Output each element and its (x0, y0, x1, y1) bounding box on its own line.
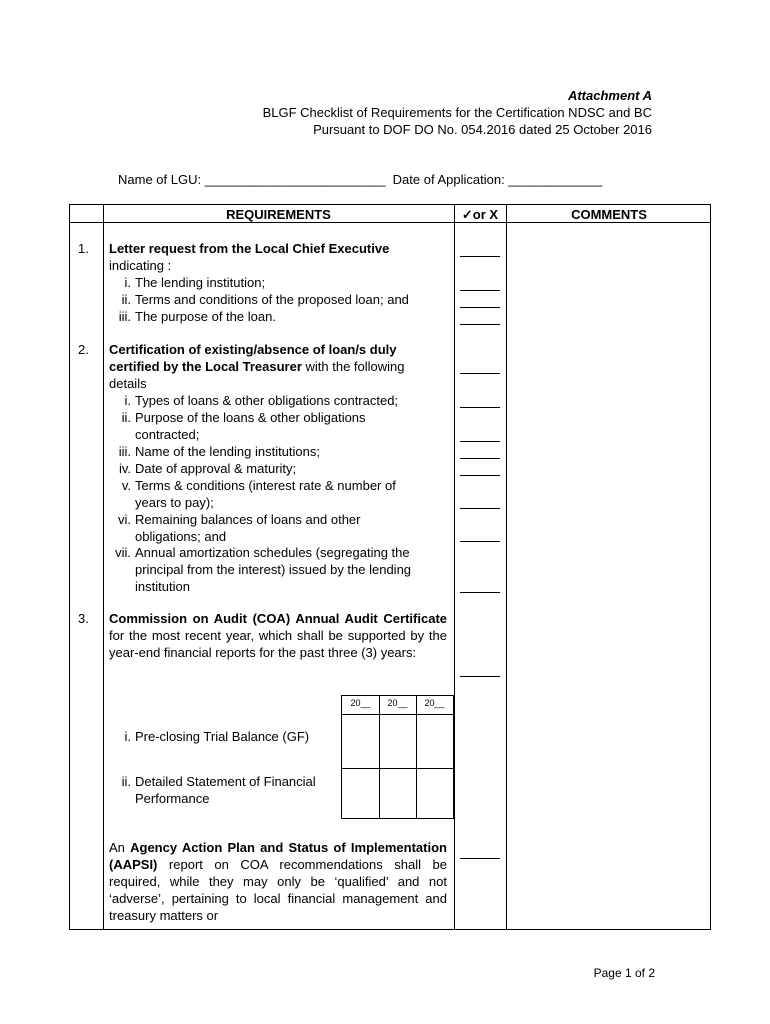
sub-number: iii. (118, 309, 131, 324)
check-blank[interactable] (460, 858, 500, 859)
sub-text: Pre-closing Trial Balance (GF) (135, 729, 310, 744)
document-header (263, 87, 652, 138)
item-number: 3. (78, 611, 89, 626)
item-text: indicating : (109, 258, 172, 273)
check-blank[interactable] (460, 676, 500, 677)
sub-text: Remaining balances of loans and other (135, 512, 361, 527)
sub-text: Name of the lending institutions; (135, 444, 320, 459)
check-blank[interactable] (460, 441, 500, 442)
sub-number: i. (124, 393, 131, 408)
year-header: 20__ (424, 698, 445, 708)
page-number: Page 1 of 2 (593, 966, 655, 980)
col-requirements-header: REQUIREMENTS (226, 207, 331, 222)
check-blank[interactable] (460, 592, 500, 593)
grid-rule (342, 714, 453, 715)
col-divider (454, 205, 455, 929)
sub-number: ii. (121, 774, 131, 789)
sub-number: iii. (118, 444, 131, 459)
sub-text-cont: obligations; and (135, 529, 227, 544)
sub-number: vii. (115, 545, 131, 560)
lgu-date-line: Name of LGU: _________________________ Date of Application: _____________ (118, 172, 603, 187)
sub-text-cont: Performance (135, 791, 210, 806)
sub-number: ii. (121, 410, 131, 425)
aapsi-lead: An (109, 840, 125, 855)
item-title: Commission on Audit (COA) Annual Audit Certificate (109, 611, 447, 626)
document-subtitle: Pursuant to DOF DO No. 054.2016 dated 25 October 2016 (313, 122, 652, 137)
item-title-line (109, 358, 405, 375)
sub-text-cont: institution (135, 579, 190, 594)
sub-number: ii. (121, 292, 131, 307)
sub-number: vi. (118, 512, 131, 527)
sub-text: Types of loans & other obligations contracted; (135, 393, 399, 408)
year-header: 20__ (350, 698, 371, 708)
sub-text-cont: contracted; (135, 427, 200, 442)
check-blank[interactable] (460, 373, 500, 374)
check-blank[interactable] (460, 508, 500, 509)
item-title-tail: with the following (301, 359, 405, 374)
check-blank[interactable] (460, 407, 500, 408)
item-title-bold: certified by the Local Treasurer (109, 359, 302, 374)
year-header: 20__ (387, 698, 408, 708)
item-paragraph (109, 610, 447, 661)
sub-text: The purpose of the loan. (135, 309, 276, 324)
sub-text: Terms and conditions of the proposed loan; and (135, 292, 409, 307)
col-divider (103, 205, 104, 929)
col-divider (506, 205, 507, 929)
years-grid (341, 695, 454, 819)
check-blank[interactable] (460, 475, 500, 476)
col-check-header: ✓or X (461, 207, 499, 222)
sub-text: Annual amortization schedules (segregating the (135, 545, 410, 560)
check-blank[interactable] (460, 541, 500, 542)
grid-rule (342, 768, 453, 769)
item-number: 1. (78, 241, 89, 256)
sub-text: The lending institution; (135, 275, 266, 290)
sub-number: iv. (118, 461, 131, 476)
sub-number: i. (124, 729, 131, 744)
sub-text: Purpose of the loans & other obligations (135, 410, 366, 425)
check-blank[interactable] (460, 458, 500, 459)
col-comments-header: COMMENTS (571, 207, 647, 222)
item-title: Certification of existing/absence of loan/s duly (109, 342, 397, 357)
sub-text: Date of approval & maturity; (135, 461, 297, 476)
document-title: BLGF Checklist of Requirements for the Certification NDSC and BC (262, 105, 652, 120)
attachment-label: Attachment A (567, 88, 652, 103)
item-title: Letter request from the Local Chief Executive (109, 241, 390, 256)
aapsi-title: Agency Action Plan and Status of Implementation (AAPSI) (109, 840, 447, 872)
sub-text-cont: principal from the interest) issued by the lending (135, 562, 412, 577)
item-number: 2. (78, 342, 89, 357)
aapsi-paragraph (109, 839, 447, 924)
aapsi-body: report on COA recommendations shall be required, while they may only be ‘qualified’ and not ‘adverse’, pertaining to local financial management and treasury matters or (109, 857, 447, 923)
sub-number: i. (124, 275, 131, 290)
check-blank[interactable] (460, 256, 500, 257)
check-blank[interactable] (460, 307, 500, 308)
sub-text-cont: years to pay); (135, 495, 214, 510)
sub-text: Terms & conditions (interest rate & number of (135, 478, 396, 493)
check-blank[interactable] (460, 324, 500, 325)
item-body: for the most recent year, which shall be supported by the year-end financial reports for the past three (3) years: (109, 628, 447, 660)
sub-text: Detailed Statement of Financial (135, 774, 316, 789)
sub-number: v. (121, 478, 131, 493)
header-rule (70, 222, 710, 223)
check-blank[interactable] (460, 290, 500, 291)
item-text: details (109, 376, 147, 391)
